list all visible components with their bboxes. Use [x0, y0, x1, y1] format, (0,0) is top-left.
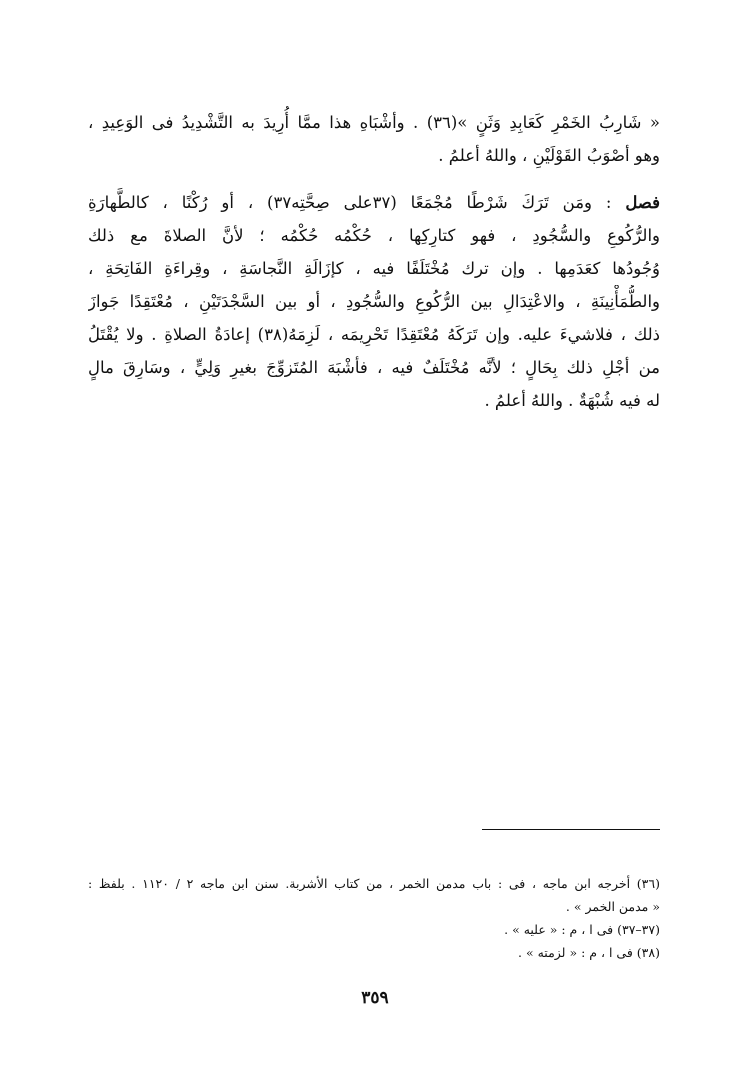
text-line: والرُّكُوعِ والسُّجُودِ ، فهو كتارِكِها ، حُكْمُه حُكْمُه ؛ لأنَّ الصلاةَ مع ذلك: [88, 226, 660, 245]
main-text: [88, 106, 660, 417]
text-line: والطُّمَأْنِينَةِ ، والاعْتِدَالِ بين الرُّكُوعِ والسُّجُودِ ، أو بين السَّجْدَتَيْنِ ، مُعْتَقِدًا جَوازَ: [88, 292, 660, 311]
footnotes: [88, 872, 660, 964]
footnote-line: (٣٧–٣٧) فى ا ، م : « عليه » .: [504, 922, 660, 937]
text-line: وُجُودُها كعَدَمِها . وإن ترك مُخْتَلَفًا فيه ، كإزَالَةِ النَّجاسَةِ ، وقِراءَةِ الفَاتِحَةِ ،: [88, 259, 660, 278]
footnote-line: (٣٨) فى ا ، م : « لزمته » .: [518, 945, 660, 960]
text-segment: : ومَن تَرَكَ شَرْطًا مُجْمَعًا (٣٧على صِحَّتِه٣٧) ، أو رُكْنًا ، كالطَّهارَةِ: [88, 193, 626, 212]
section-heading: فصل: [625, 193, 660, 212]
text-line: له فيه شُبْهَةٌ . واللهُ أعلمُ .: [484, 391, 660, 410]
footnote-separator: [482, 829, 660, 830]
footnote-line: (٣٦) أخرجه ابن ماجه ، فى : باب مدمن الخمر ، من كتاب الأشربة. سنن ابن ماجه ٢ / ١١٢٠ . بلفظ :: [88, 876, 660, 891]
text-line: [88, 186, 660, 219]
text-line: ذلك ، فلاشيءَ عليه. وإن تَرَكَهُ مُعْتَقِدًا تَحْرِيمَه ، لَزِمَهُ(٣٨) إعادَةُ الصلاةِ . ولا يُقْتَلُ: [88, 325, 660, 344]
footnote-line: « مدمن الخمر » .: [565, 899, 660, 914]
text-line: « شَارِبُ الخَمْرِ كَعَابِدِ وَثَنٍ »(٣٦) . وأشْبَاهِ هذا ممَّا أُرِيدَ به التَّشْدِيدُ فى الوَعِيدِ ،: [88, 113, 660, 132]
paragraph-gap: [88, 172, 660, 186]
page-number: ٣٥٩: [361, 988, 389, 1008]
text-line: من أجْلِ ذلك بِحَالٍ ؛ لأنَّه مُخْتَلَفٌ فيه ، فأشْبَهَ المُتَزوِّجَ بغيرِ وَلِيٍّ ، وسَارِقَ مالٍ: [88, 358, 660, 377]
text-line: وهو أصْوَبُ القَوْلَيْنِ ، واللهُ أعلمُ .: [438, 146, 660, 165]
